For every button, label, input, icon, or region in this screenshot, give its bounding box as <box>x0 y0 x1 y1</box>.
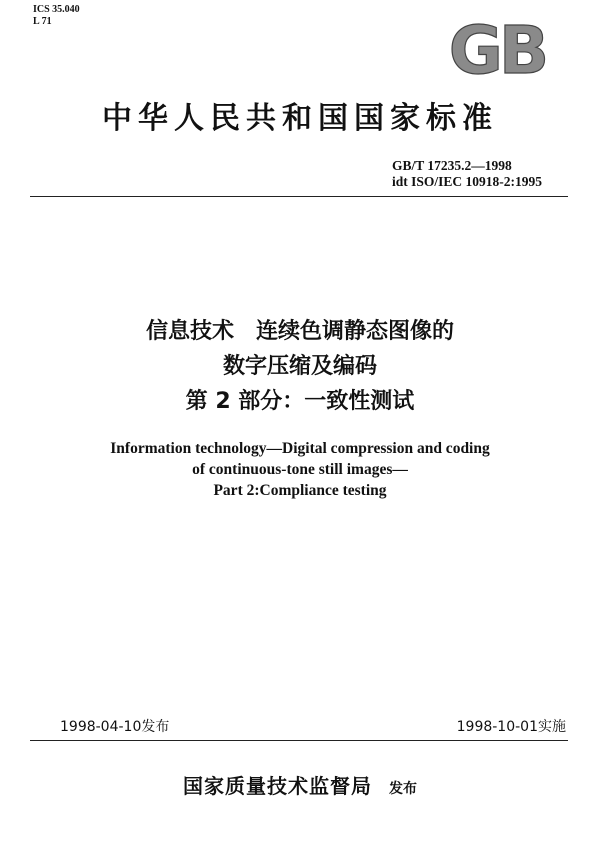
gb-logo-text: GB <box>448 17 546 79</box>
gb-logo <box>432 17 562 79</box>
divider-top <box>30 196 568 197</box>
standard-number: GB/T 17235.2—1998 <box>391 158 512 173</box>
issuer-action: 发布 <box>389 781 418 797</box>
english-title-line-2: of continuous-tone still images— <box>192 461 408 478</box>
english-title-line-3: Part 2:Compliance testing <box>213 482 387 499</box>
identical-standard: idt ISO/IEC 10918-2:1995 <box>391 174 542 189</box>
english-title-line-1: Information technology—Digital compression and coding <box>110 440 490 457</box>
chinese-title <box>0 314 600 419</box>
page-title: 中华人民共和国国家标准 <box>102 101 498 136</box>
ics-code: ICS 35.040 <box>33 4 80 15</box>
effective-date: 1998-10-01实施 <box>456 719 566 735</box>
divider-bottom <box>30 740 568 741</box>
issuer-organization: 国家质量技术监督局 <box>182 774 372 798</box>
issuer <box>0 770 600 799</box>
chinese-title-line-3: 第 2 部分：一致性测试 <box>185 389 415 414</box>
chinese-title-line-1: 信息技术 连续色调静态图像的 <box>145 319 454 344</box>
chinese-title-line-2: 数字压缩及编码 <box>222 354 377 379</box>
english-title <box>0 438 600 501</box>
classification-codes <box>33 4 80 28</box>
issue-date: 1998-04-10发布 <box>60 719 170 735</box>
ccs-code: L 71 <box>33 16 52 27</box>
standard-number-block <box>392 158 542 190</box>
